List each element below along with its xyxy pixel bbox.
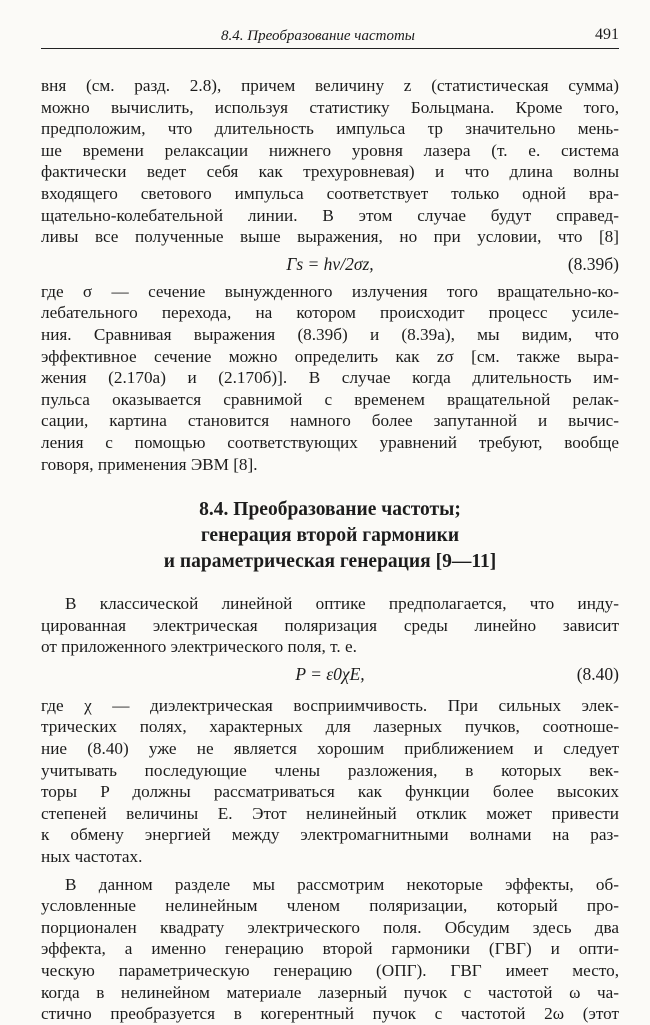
text-line: цированная электрическая поляризация среды линейно зависит [41,615,619,635]
text-line: фактически ведет себя как трехуровневая) и что длина волны [41,162,619,182]
text-line: ческую параметрическую генерацию (ОПГ). ГВГ имеет место, [41,961,619,980]
text-line: жения (2.170а) и (2.170б)]. В случае когда длительность им- [41,368,619,388]
section-title-line: генерация второй гармоники [200,525,460,547]
equation-8-40 [41,661,619,687]
page-body [41,75,619,1025]
section-title-line: 8.4. Преобразование частоты; [199,499,461,521]
paragraph-intro [41,75,619,248]
text-line: ше времени релаксации нижнего уровня лазера (т. е. система [41,140,619,160]
text-line: лебательного перехода, на котором происходит процесс усиле- [41,303,619,323]
text-line: условленные нелинейным членом поляризации, который про- [41,896,619,916]
page-number: 491 [595,26,619,43]
text-line: входящего светового импульса соответствует только одной вра- [41,183,619,203]
running-title: 8.4. Преобразование частоты [221,28,415,44]
text-line: ливы все полученные выше выражения, но при условии, что [8] [41,227,619,247]
paragraph-classic-optics [41,593,619,658]
text-line: ных частотах. [41,847,143,867]
text-line: эффекта, а именно генерацию второй гармоники (ГВГ) и опти- [41,939,619,959]
equation-number: (8.39б) [567,253,619,274]
text-line: ления с помощью соответствующих уравнений требуют, вообще [41,432,619,452]
text-line: сации, картина становится намного более запутанной и вычис- [41,411,619,431]
equation-8-39b [41,251,619,277]
section-heading [41,497,619,575]
text-line: где χ — диэлектрическая восприимчивость. При сильных элек- [41,695,619,715]
equation-formula: Γs = hν/2σz, [286,253,374,274]
text-line: к обмену энергией между электромагнитными волнами на раз- [41,825,619,845]
equation-number: (8.40) [576,663,619,684]
text-line: можно вычислить, используя статистику Больцмана. Кроме того, [41,97,619,117]
text-line: вня (см. разд. 2.8), причем величину z (статистическая сумма) [41,76,619,95]
text-line: стично преобразуется в когерентный пучок с частотой 2ω (этот [41,1004,619,1024]
text-line: эффективное сечение можно определить как zσ [см. также выра- [41,346,619,366]
text-line: пульса оказывается сравнимой с временем вращательной релак- [41,389,619,409]
text-line: говоря, применения ЭВМ [8]. [41,454,258,474]
text-line: от приложенного электрического поля, т. е. [41,637,357,657]
text-line: где σ — сечение вынужденного излучения того вращательно-ко- [41,281,619,301]
text-line: ния. Сравнивая выражения (8.39б) и (8.39а), мы видим, что [41,324,619,344]
text-line: трических полях, характерных для лазерных пучков, соотноше- [41,717,619,737]
section-title-line: и параметрическая генерация [9—11] [163,551,497,573]
text-line: торы P должны рассматриваться как функции более высоких [41,782,619,802]
text-line: порционален квадрату электрического поля. Обсудим здесь два [41,917,619,937]
text-line: В данном разделе мы рассмотрим некоторые эффекты, об- [65,874,619,894]
text-line: ние (8.40) уже не является хорошим приближением и следует [41,739,619,759]
page-header [41,26,619,49]
text-line: учитывать последующие члены разложения, в которых век- [41,760,619,780]
text-line: когда в нелинейном материале лазерный пучок с частотой ω ча- [41,982,619,1002]
text-line: щательно-колебательной линии. В этом случае будут справед- [41,205,619,225]
paragraph-final [41,874,619,1025]
equation-formula: P = ε0χE, [295,663,365,684]
paragraph-after-8-40 [41,695,619,868]
text-line: В классической линейной оптике предполагается, что инду- [65,594,619,614]
book-page [41,26,619,1025]
text-line: предположим, что длительность импульса τp значительно мень- [41,119,619,139]
text-line: степеней величины E. Этот нелинейный отклик может привести [41,803,619,823]
paragraph-after-8-39b [41,281,619,475]
